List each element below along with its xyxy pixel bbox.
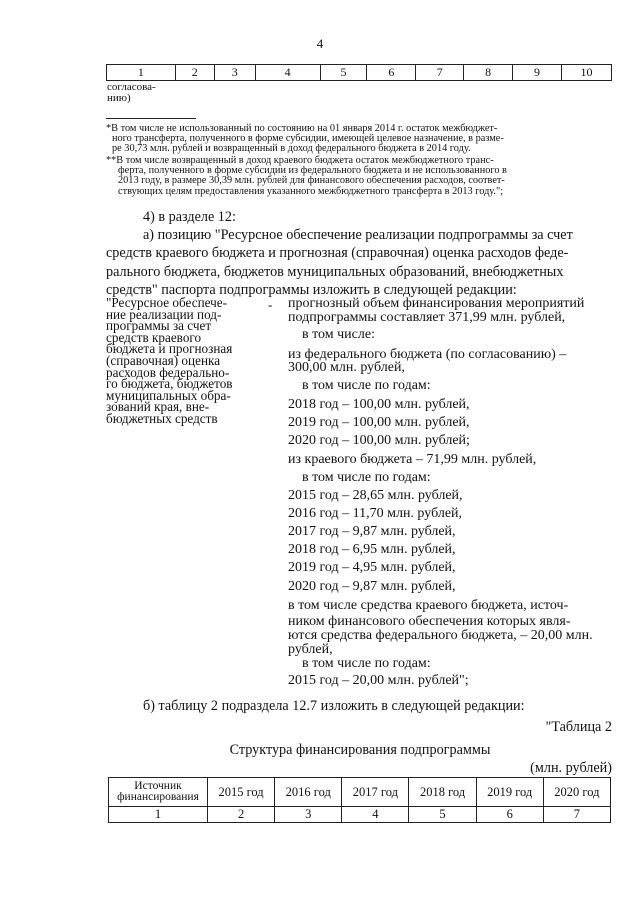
section-heading: 4) в разделе 12:: [143, 209, 236, 225]
page-number: 4: [316, 36, 324, 51]
table-cell: 6: [367, 65, 416, 81]
table-row: [107, 65, 612, 81]
table-unit: (млн. рублей): [530, 760, 612, 776]
table-cell: 9: [513, 65, 562, 81]
table-header-cell: 2018 год: [409, 778, 476, 807]
table-cell: 4: [342, 807, 409, 823]
table-header-cell: 2019 год: [476, 778, 543, 807]
passport-left-cell: "Ресурсное обеспече- ние реализации под- программы за счет средств краевого бюджета и прогнозная (справочная) оценка расходов федерально- го бюджета, бюджетов муниципальных обра- зований края, вне- бюджетных средств: [106, 295, 233, 426]
table-cell: 1: [109, 807, 208, 823]
table-header-cell: 2015 год: [208, 778, 275, 807]
footnote-2: **В том числе возвращенный в доход краевого бюджета остаток межбюджетного транс- ферта, полученного в форме субсидии из федерального бюджета и не использованного в 2013 году, в размере 30,39 млн. рублей для финансового обеспечения расходов, соответ- ствующих целям предоставления указанного межбюджетного трансферта в 2013 году.";: [106, 155, 507, 197]
table-cell: 2: [208, 807, 275, 823]
table-cell: 6: [476, 807, 543, 823]
table-header-cell: Источник финансирования: [109, 778, 208, 807]
table-cell: 4: [255, 65, 320, 81]
table-header-cell: 2016 год: [275, 778, 342, 807]
table-cell: 7: [543, 807, 610, 823]
table-cell: 2: [175, 65, 214, 81]
table-label: "Таблица 2: [545, 719, 612, 735]
table-header-cell: 2020 год: [543, 778, 610, 807]
passport-dash: -: [268, 297, 273, 312]
item-a-paragraph: а) позицию "Ресурсное обеспечение реализации подпрограммы за счет средств краевого бюджета и прогнозная (справочная) оценка расходов феде- рального бюджета, бюджетов муниципальных образований, внебюджетных средств" паспорта подпрограммы изложить в следующей редакции:: [106, 227, 573, 298]
table-title: Структура финансирования подпрограммы: [229, 742, 491, 758]
table-cell: 1: [107, 65, 176, 81]
table-cell: 5: [320, 65, 367, 81]
table-row: [109, 778, 611, 807]
item-b-paragraph: б) таблицу 2 подраздела 12.7 изложить в следующей редакции:: [143, 698, 525, 714]
table-cell: 3: [214, 65, 255, 81]
table-row: [109, 807, 611, 823]
top-column-table: [106, 64, 612, 81]
table-cell: 7: [416, 65, 464, 81]
footnote-1: *В том числе не использованный по состоянию на 01 января 2014 г. остаток межбюджет- ного трансферта, полученного в форме субсидии, имеющей целевое назначение, в разме- ре 30,73 млн. рублей и возвращенный в доход федерального бюджета в 2014 году.: [106, 123, 504, 155]
table-cell: 3: [275, 807, 342, 823]
table-cell: 5: [409, 807, 476, 823]
table-header-cell: 2017 год: [342, 778, 409, 807]
table-cell: 8: [464, 65, 513, 81]
footnote-separator: [106, 118, 196, 119]
table-cell: 10: [562, 65, 612, 81]
financing-table: [108, 777, 611, 823]
table-cell-continuation: согласова- нию): [107, 81, 156, 104]
